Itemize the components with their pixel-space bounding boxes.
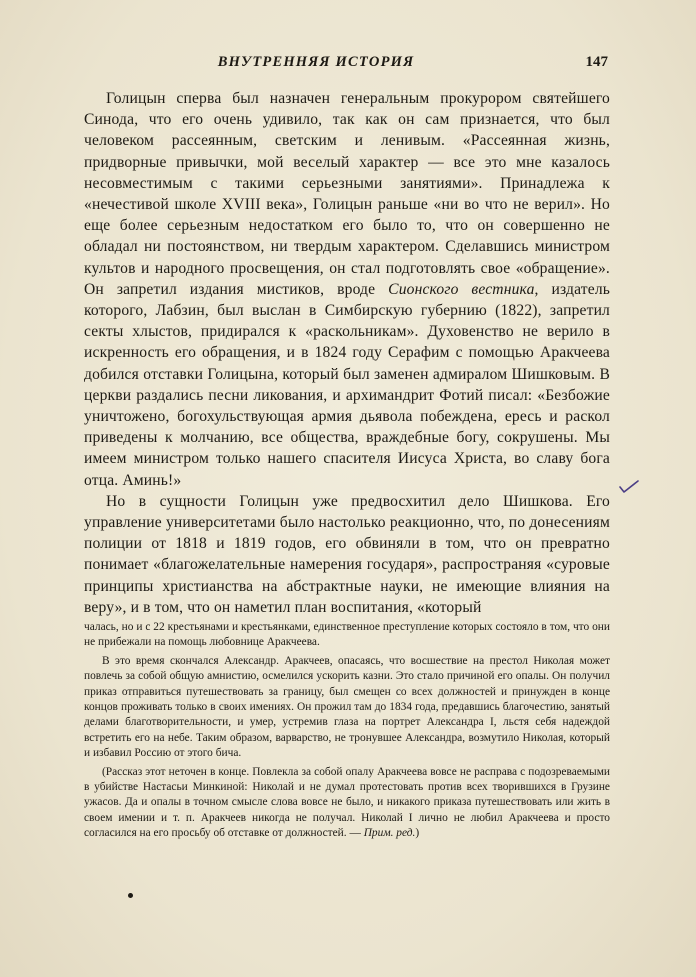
ink-dot (128, 893, 133, 898)
footnote-text: ) (415, 827, 420, 840)
page-number: 147 (585, 54, 608, 70)
footnote-text: (Рассказ этот неточен в конце. Повлекла за собой опалу Аракчеева вовсе не расправа с подозреваемыми в убийстве Настасьи Минкиной: Николай и не думал протестовать против всех творившихся в Грузине ужасов. Да и опалы в точном смысле слова вовсе не было, и никакого приказа путешествовать или жить в своем имении и т. п. Аракчеев никогда не получал. Николай I лично не любил Аракчеева и просто согласился на его просьбу об отставке от должностей. — (84, 765, 610, 840)
footnote-paragraph: В это время скончался Александр. Аракчеев, опасаясь, что восшествие на престол Николая может повлечь за собой общую амнистию, осмелился ускорить казни. Это стало причиной его опалы. Он получил приказ отправиться путешествовать за границу, был смещен со всех должностей и принужден в конце концов проживать только в своих имениях. Он прожил там до 1834 года, предавшись благочестию, занятый делами благотворительности, и умер, устремив глаза на портрет Александра I, льстя себя надеждой встретить его на небе. Таким образом, варварство, не тронувшее Александра, возмутило Николая, который и избавил Россию от этого бича. (84, 654, 610, 760)
page-header (84, 54, 608, 76)
main-text (84, 88, 610, 618)
paragraph-text: , издатель которого, Лабзин, был выслан в Симбирскую губернию (1822), запретил секты хлыстов, придирался к «раскольникам». Духовенство не верило в искренность его обращения, и в 1824 году Серафим с помощью Аракчеева добился отставки Голицына, который был заменен адмиралом Шишковым. В церкви раздались песни ликования, и архимандрит Фотий писал: «Безбожие уничтожено, богохульствующая армия дьявола побеждена, ересь и раскол приведены к молчанию, все общества, враждебные богу, сокрушены. Мы имеем министром только нашего спасителя Иисуса Христа, во славу бога отца. Аминь!» (84, 280, 611, 489)
editor-note-label: Прим. ред. (363, 827, 416, 840)
running-title: ВНУТРЕННЯЯ ИСТОРИЯ (217, 54, 415, 70)
paragraph (84, 88, 610, 491)
journal-title: Сионского вестника (388, 280, 535, 298)
footnotes (84, 620, 610, 842)
footnote-editor-note (84, 765, 610, 842)
paragraph: Но в сущности Голицын уже предвосхитил дело Шишкова. Его управление университетами было настолько реакционно, что, по донесениям полиции от 1818 и 1819 годов, его обвиняли в том, что он превратно понимает «благожелательные намерения государя», распространяя «суровые принципы христианства на абстрактные науки, не имеющие влияния на веру», и в том, что он наметил план воспитания, «который (84, 492, 610, 616)
paragraph-text: Голицын сперва был назначен генеральным прокурором святейшего Синода, что его очень удивило, так как он сам признается, что был человеком рассеянным, светским и ленивым. «Рассеянная жизнь, придворные привычки, мой веселый характер — все это мне казалось несовместимым с такими серьезными занятиями». Принадлежа к «нечестивой школе XVIII века», Голицын раньше «ни во что не верил». Но еще более серьезным недостатком его было то, что он совершенно не обладал ни постоянством, ни твердым характером. Сделавшись министром культов и народного просвещения, он стал подготовлять свое «обращение». Он запретил издания мистиков, вроде (84, 90, 610, 298)
pencil-check-mark-icon (618, 477, 640, 495)
footnote-continuation: чалась, но и с 22 крестьянами и крестьянками, единственное преступление которых состояло в том, что они не прибежали на помощь любовнице Аракчеева. (84, 621, 610, 649)
